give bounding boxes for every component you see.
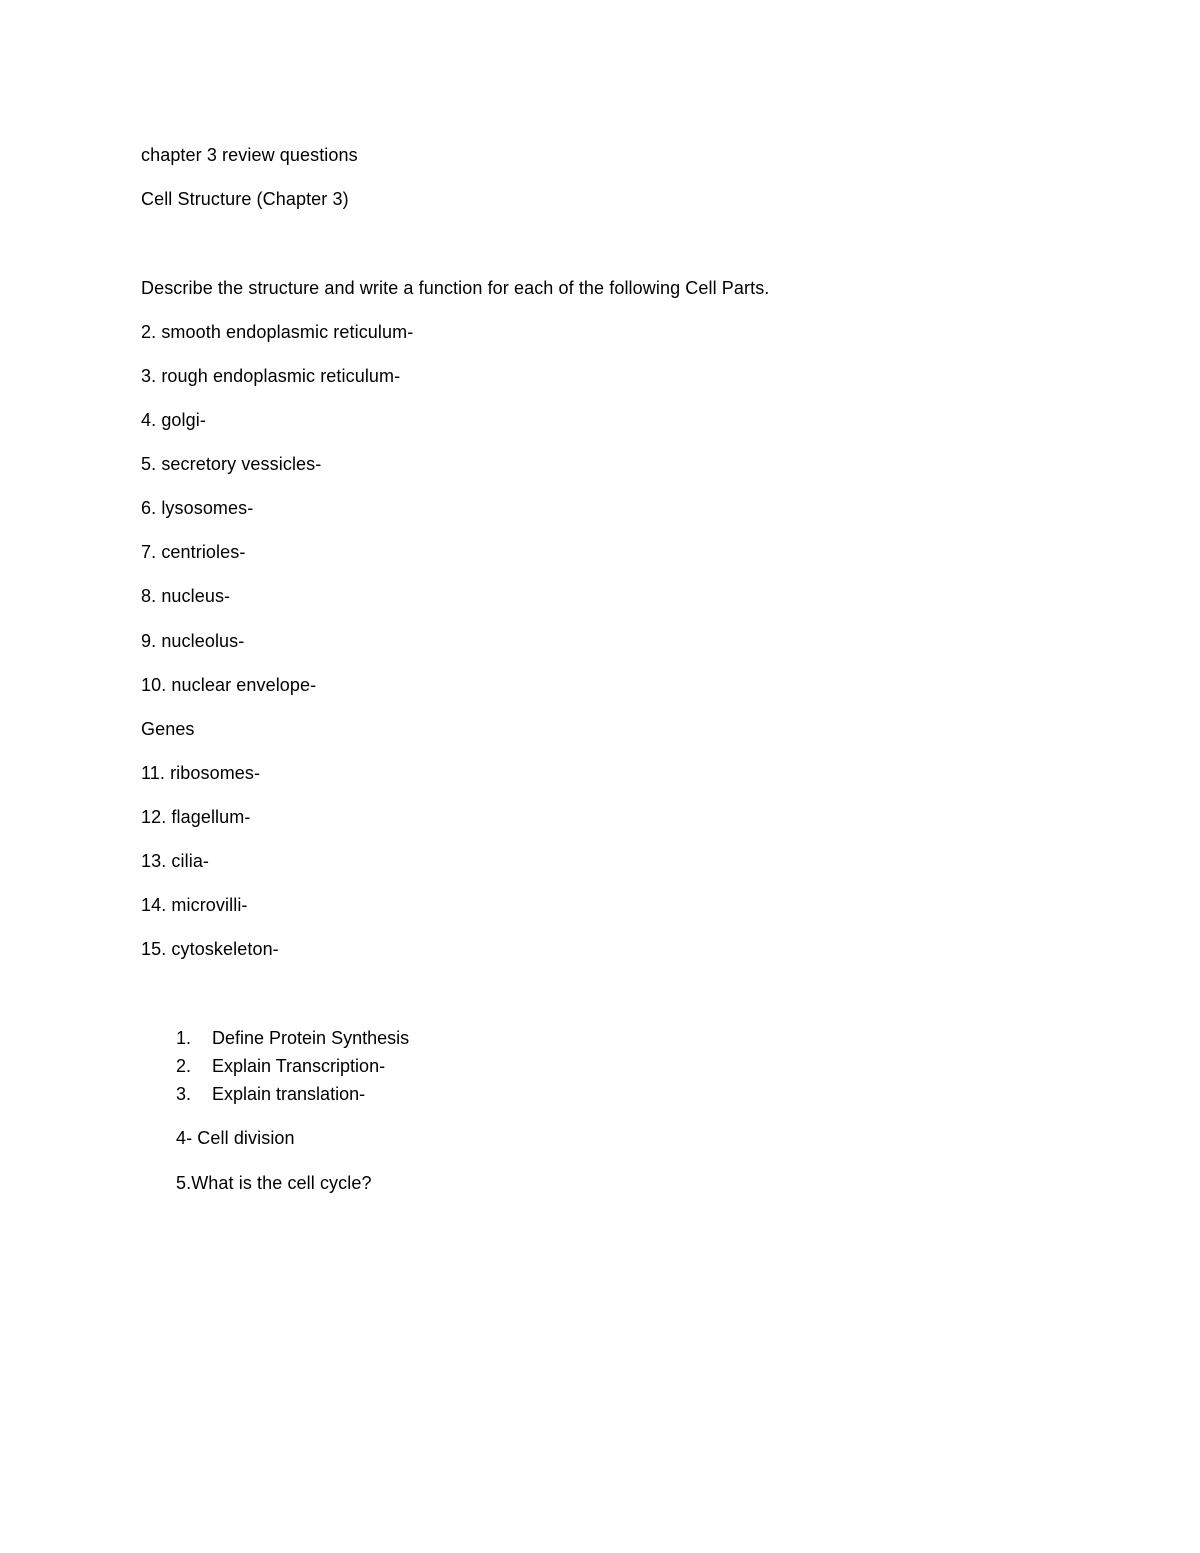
list-item: 7. centrioles- bbox=[141, 542, 246, 562]
list-item: 5. secretory vessicles- bbox=[141, 454, 322, 474]
instruction-text: Describe the structure and write a function for each of the following Cell Parts. bbox=[141, 278, 770, 298]
question-line: 5.What is the cell cycle? bbox=[176, 1173, 372, 1193]
list-item: 4. golgi- bbox=[141, 410, 206, 430]
section-label: Genes bbox=[141, 719, 195, 739]
question-line: 4- Cell division bbox=[176, 1128, 295, 1148]
list-item: 15. cytoskeleton- bbox=[141, 939, 279, 959]
list-item: 13. cilia- bbox=[141, 851, 210, 871]
list-item: 2. smooth endoplasmic reticulum- bbox=[141, 322, 414, 342]
list-item: 12. flagellum- bbox=[141, 807, 251, 827]
ordered-list-number: 2. bbox=[176, 1056, 192, 1076]
list-item: 9. nucleolus- bbox=[141, 631, 245, 651]
ordered-list-text: Explain translation- bbox=[212, 1084, 366, 1104]
list-item: 3. rough endoplasmic reticulum- bbox=[141, 366, 401, 386]
doc-title: chapter 3 review questions bbox=[141, 145, 358, 165]
ordered-list-number: 1. bbox=[176, 1028, 192, 1048]
list-item: 11. ribosomes- bbox=[141, 763, 261, 783]
doc-subtitle: Cell Structure (Chapter 3) bbox=[141, 189, 349, 209]
list-item: 10. nuclear envelope- bbox=[141, 675, 317, 695]
list-item: 14. microvilli- bbox=[141, 895, 248, 915]
list-item: 8. nucleus- bbox=[141, 586, 231, 606]
list-item: 6. lysosomes- bbox=[141, 498, 254, 518]
ordered-list-text: Define Protein Synthesis bbox=[212, 1028, 410, 1048]
ordered-list-text: Explain Transcription- bbox=[212, 1056, 386, 1076]
ordered-list-number: 3. bbox=[176, 1084, 192, 1104]
